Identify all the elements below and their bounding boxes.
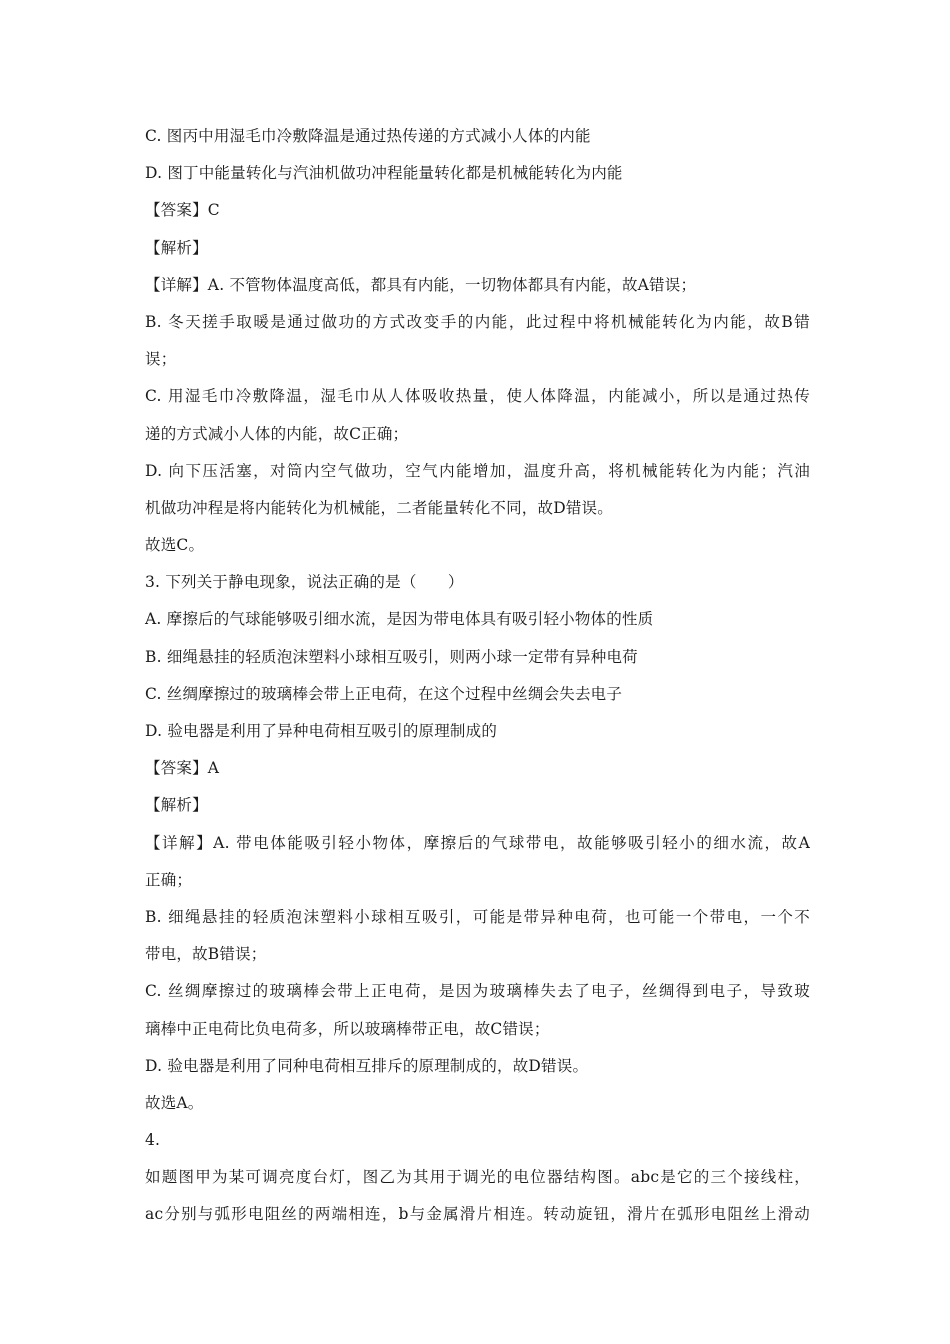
- detail-line: C. 丝绸摩擦过的玻璃棒会带上正电荷，是因为玻璃棒失去了电子，丝绸得到电子，导致玻: [145, 982, 810, 1001]
- analysis-label: 【解析】: [145, 796, 208, 815]
- detail-line: 带电，故B错误；: [145, 945, 267, 964]
- question-3-stem: 3. 下列关于静电现象，说法正确的是（ ）: [145, 573, 464, 592]
- option-b-line: B. 细绳悬挂的轻质泡沫塑料小球相互吸引，则两小球一定带有异种电荷: [145, 647, 638, 666]
- choice-line: 故选A。: [145, 1093, 204, 1112]
- detail-line: 璃棒中正电荷比负电荷多，所以玻璃棒带正电，故C错误；: [145, 1019, 550, 1038]
- detail-line: 正确；: [145, 870, 193, 889]
- detail-line: B. 冬天搓手取暖是通过做功的方式改变手的内能，此过程中将机械能转化为内能，故B错: [145, 312, 810, 331]
- detail-line: B. 细绳悬挂的轻质泡沫塑料小球相互吸引，可能是带异种电荷，也可能一个带电，一个不: [145, 907, 810, 926]
- detail-line: D. 向下压活塞，对筒内空气做功，空气内能增加，温度升高，将机械能转化为内能；汽油: [145, 461, 810, 480]
- detail-line: 机做功冲程是将内能转化为机械能，二者能量转化不同，故D错误。: [145, 498, 613, 517]
- answer-label: 【答案】C: [145, 201, 220, 220]
- option-c-line: C. 图丙中用湿毛巾冷敷降温是通过热传递的方式减小人体的内能: [145, 127, 591, 145]
- option-c-line: C. 丝绸摩擦过的玻璃棒会带上正电荷，在这个过程中丝绸会失去电子: [145, 684, 623, 703]
- detail-line: D. 验电器是利用了同种电荷相互排斥的原理制成的，故D错误。: [145, 1056, 589, 1075]
- question-4-stem: 如题图甲为某可调亮度台灯，图乙为其用于调光的电位器结构图。abc是它的三个接线柱，: [145, 1168, 810, 1187]
- option-d-line: D. 图丁中能量转化与汽油机做功冲程能量转化都是机械能转化为内能: [145, 164, 623, 183]
- choice-line: 故选C。: [145, 536, 205, 555]
- detail-line: 【详解】A. 不管物体温度高低，都具有内能，一切物体都具有内能，故A错误；: [145, 275, 697, 294]
- question-4-stem: ac分别与弧形电阻丝的两端相连，b与金属滑片相连。转动旋钮，滑片在弧形电阻丝上滑动: [145, 1205, 810, 1224]
- detail-line: 递的方式减小人体的内能，故C正确；: [145, 424, 409, 443]
- option-a-line: A. 摩擦后的气球能够吸引细水流，是因为带电体具有吸引轻小物体的性质: [145, 610, 654, 629]
- document-body: [145, 118, 810, 1234]
- analysis-label: 【解析】: [145, 238, 208, 257]
- option-d-line: D. 验电器是利用了异种电荷相互吸引的原理制成的: [145, 722, 498, 740]
- detail-line: 【详解】A. 带电体能吸引轻小物体，摩擦后的气球带电，故能够吸引轻小的细水流，故A: [145, 833, 810, 852]
- detail-line: C. 用湿毛巾冷敷降温，湿毛巾从人体吸收热量，使人体降温，内能减小，所以是通过热传: [145, 387, 810, 406]
- answer-label: 【答案】A: [145, 759, 220, 778]
- detail-line: 误；: [145, 350, 177, 369]
- question-4-number: 4.: [145, 1131, 161, 1150]
